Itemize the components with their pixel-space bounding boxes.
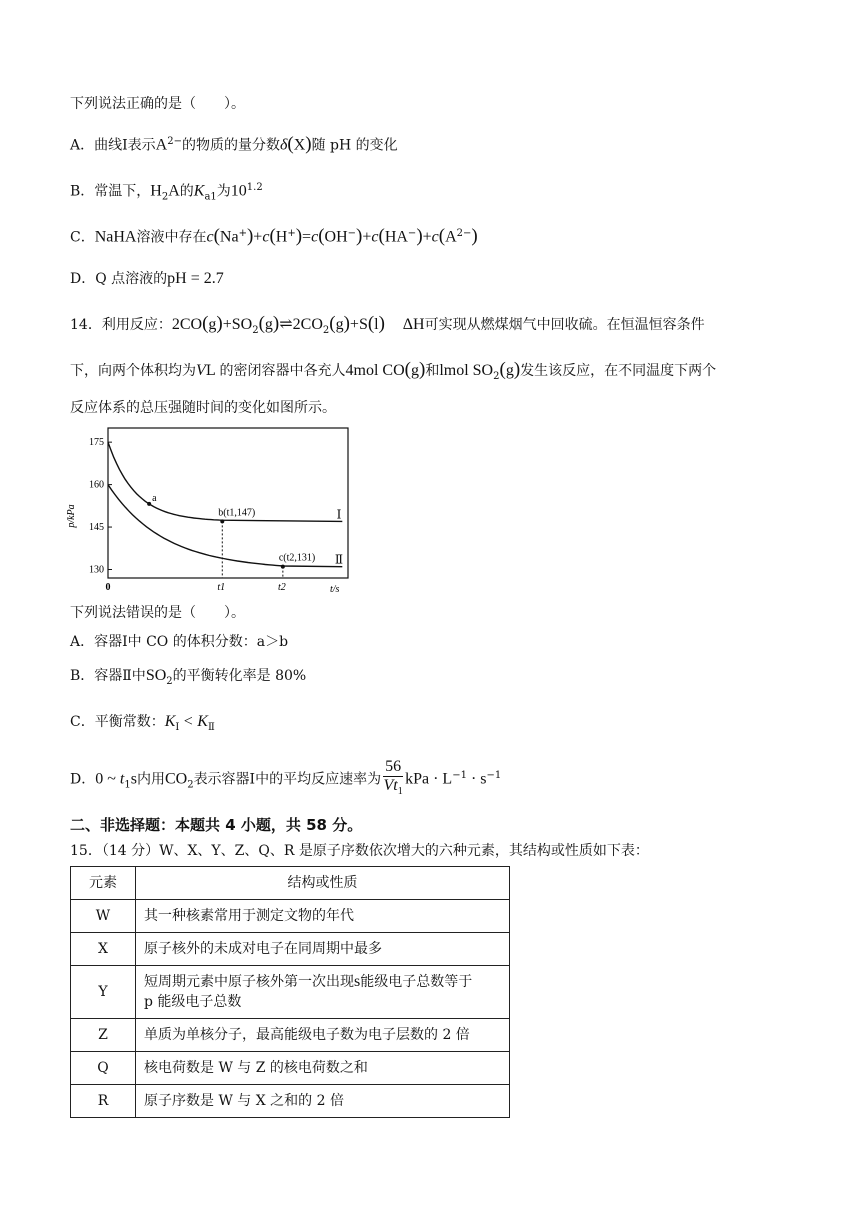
q14-stem-line1: 14．利用反应：$2CO(g)+SO_2(g)\rightleftharpoons 2CO_2(g)+S(l)$ ΔH可实现从燃煤烟气中回收硫。在恒温恒容条件 (70, 313, 705, 336)
pressure-time-chart (60, 424, 360, 596)
series-label-I: Ⅰ (336, 507, 342, 522)
annotation-label: a (152, 492, 157, 504)
table-header-property: 结构或性质 (136, 867, 510, 900)
table-cell-element: Z (71, 1019, 136, 1052)
y-tick-label: 175 (89, 437, 104, 449)
annotation-point (220, 519, 224, 523)
annotation-point (281, 565, 285, 569)
table-header-element: 元素 (71, 867, 136, 900)
q14-option-a: A．容器Ⅰ中 CO 的体积分数：a＞b (70, 634, 289, 650)
rate-fraction: $\frac{56}{Vt_1}$ (383, 758, 403, 798)
table-cell-desc: 核电荷数是 W 与 Z 的核电荷数之和 (136, 1052, 510, 1085)
y-tick-label: 130 (89, 564, 104, 576)
table-row (71, 1019, 510, 1052)
y-tick-label: 160 (89, 479, 104, 491)
q14-option-d: D．0 ~ $t_1s$内用$CO_2$表示容器Ⅰ中的平均反应速率为 $\frac{56}{Vt_1}$ kPa · $L^{-1} \cdot s^{-1}$ (70, 756, 501, 805)
element-table (70, 866, 510, 1118)
table-cell-element: Y (71, 966, 136, 1019)
y-tick-label: 145 (89, 522, 104, 534)
q14-stem-line3: 反应体系的总压强随时间的变化如图所示。 (70, 400, 336, 416)
section-heading: 二、非选择题：本题共 4 小题，共 58 分。 (70, 816, 363, 834)
table-row (71, 933, 510, 966)
x-tick-label: 0 (105, 582, 111, 593)
q14-prompt: 下列说法错误的是（ ）。 (70, 605, 245, 621)
table-cell-desc: 短周期元素中原子核外第一次出现s能级电子总数等于 p 能级电子总数 (136, 966, 510, 1019)
table-cell-element: X (71, 933, 136, 966)
q13-option-c: C．NaHA溶液中存在$c(Na^+)+c(H^+)=c(OH^-)+c(HA^-)+c(A^{2-})$ (70, 225, 478, 247)
x-axis-label: t/s (330, 584, 340, 595)
q14-option-b: B．容器Ⅱ中$SO_2$的平衡转化率是 80% (70, 667, 307, 687)
table-cell-element: R (71, 1085, 136, 1118)
q14-stem-line2: 下，向两个体积均为VL 的密闭容器中各充人4mol CO(g)和lmol $SO_2(g)$发生该反应，在不同温度下两个 (70, 359, 717, 382)
annotation-label: c(t2,131) (278, 552, 316, 564)
series-label-II: Ⅱ (334, 552, 344, 567)
table-row (71, 966, 510, 1019)
q13-option-a: A．曲线Ⅰ表示$A^{2-}$的物质的量分数δ(X)随 pH 的变化 (70, 133, 398, 155)
table-row (71, 1085, 510, 1118)
x-tick-label: t2 (277, 582, 286, 593)
y-axis-label: p/kPa (66, 504, 77, 528)
table-cell-desc: 原子核外的未成对电子在同周期中最多 (136, 933, 510, 966)
table-cell-element: Q (71, 1052, 136, 1085)
q13-option-d: D．Q 点溶液的pH = 2.7 (70, 270, 224, 287)
table-row (71, 1052, 510, 1085)
x-tick-label: t1 (217, 582, 226, 593)
annotation-label: b(t1,147) (218, 507, 256, 519)
table-cell-element: W (71, 900, 136, 933)
table-header-row (71, 867, 510, 900)
q13-option-b: B．常温下，$H_2A$的$K_{a1}$为$10^{1.2}$ (70, 182, 263, 203)
table-row (71, 900, 510, 933)
q14-option-c: C．平衡常数：$K_Ⅰ < K_Ⅱ$ (70, 713, 215, 733)
q13-prompt: 下列说法正确的是（ ）。 (70, 96, 245, 112)
q15-intro: 15．（14 分）W、X、Y、Z、Q、R 是原子序数依次增大的六种元素，其结构或性质如下表： (70, 843, 649, 859)
table-cell-desc: 其一种核素常用于测定文物的年代 (136, 900, 510, 933)
table-cell-desc: 单质为单核分子，最高能级电子数为电子层数的 2 倍 (136, 1019, 510, 1052)
annotation-point (147, 502, 151, 506)
table-cell-desc: 原子序数是 W 与 X 之和的 2 倍 (136, 1085, 510, 1118)
